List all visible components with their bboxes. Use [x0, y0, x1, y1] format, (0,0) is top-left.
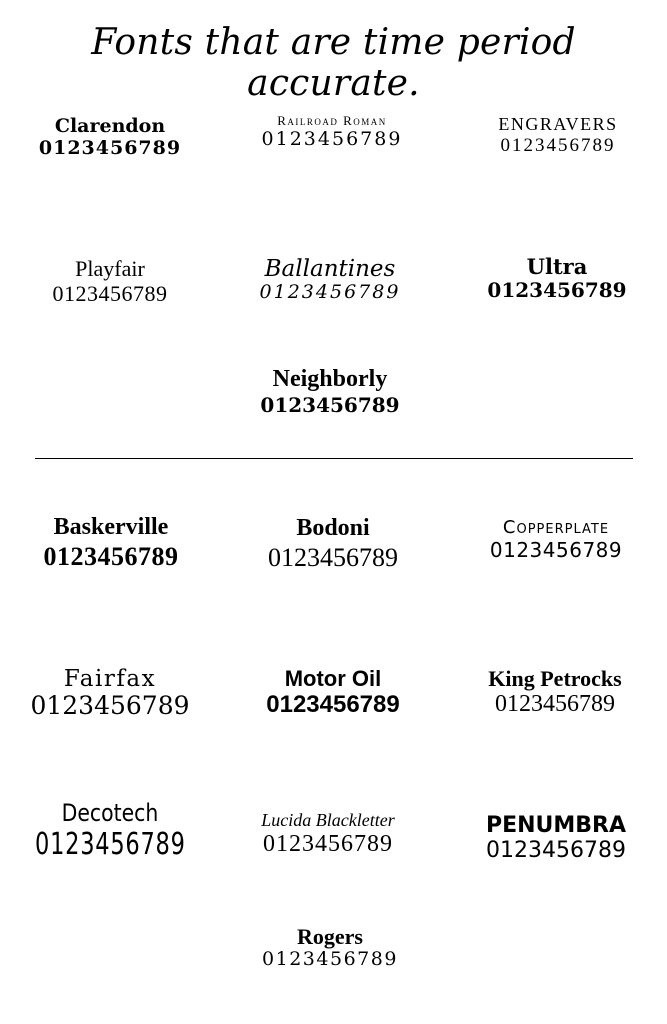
font-sample-fairfax [10, 666, 210, 721]
font-digits: 0123456789 [30, 691, 190, 721]
font-sample-lucida-blackletter [228, 810, 428, 858]
font-digits: 0123456789 [500, 134, 616, 156]
font-digits: 0123456789 [487, 278, 627, 303]
font-name: Bodoni [296, 515, 370, 541]
font-sample-motor-oil [233, 666, 433, 719]
font-name: ENGRAVERS [498, 114, 618, 134]
font-digits: 0123456789 [268, 542, 398, 572]
font-digits: 0123456789 [489, 537, 623, 562]
font-sample-railroad-roman [232, 114, 432, 151]
font-digits: 0123456789 [261, 127, 403, 150]
font-digits: 0123456789 [260, 392, 400, 417]
section-divider [35, 458, 633, 459]
font-digits: 0123456789 [495, 691, 615, 718]
font-name: Copperplate [502, 517, 610, 538]
font-name: Lucida Blackletter [261, 810, 395, 830]
font-name: Motor Oil [284, 666, 382, 691]
font-sample-decotech [10, 800, 210, 862]
font-sample-copperplate [456, 518, 656, 562]
font-digits: 0123456789 [262, 948, 398, 971]
font-digits: 0123456789 [259, 281, 401, 304]
font-digits: 0123456789 [486, 838, 626, 864]
font-sample-king-petrocks [455, 666, 655, 719]
font-name: Ultra [526, 254, 588, 279]
font-sample-bodoni [233, 515, 433, 572]
font-sample-playfair [10, 256, 210, 307]
font-name: Baskerville [53, 514, 169, 540]
font-digits: 0123456789 [35, 826, 186, 862]
font-name: Playfair [75, 256, 145, 281]
font-sample-ultra [457, 255, 657, 302]
font-name: Rogers [297, 924, 363, 949]
font-name: Neighborly [272, 366, 388, 392]
font-name: Clarendon [54, 115, 166, 137]
font-sample-clarendon [10, 116, 210, 160]
font-name: Ballantines [264, 256, 396, 282]
font-sample-ballantines [230, 256, 430, 304]
font-name: Railroad Roman [277, 113, 387, 128]
page-title: Fonts that are time period accurate. [91, 22, 576, 104]
font-name: PENUMBRA [485, 813, 627, 838]
font-digits: 0123456789 [43, 541, 179, 571]
font-digits: 0123456789 [52, 281, 168, 307]
font-sample-rogers [230, 924, 430, 971]
font-sample-neighborly [230, 366, 430, 417]
font-name: Decotech [61, 799, 159, 827]
font-digits: 0123456789 [263, 830, 393, 857]
font-sample-baskerville [11, 514, 211, 571]
font-sample-penumbra [456, 813, 656, 864]
font-sample-engravers [458, 114, 658, 157]
font-name: King Petrocks [488, 666, 622, 691]
font-digits: 0123456789 [266, 691, 400, 719]
font-digits: 0123456789 [38, 136, 182, 159]
font-name: Fairfax [63, 666, 157, 692]
